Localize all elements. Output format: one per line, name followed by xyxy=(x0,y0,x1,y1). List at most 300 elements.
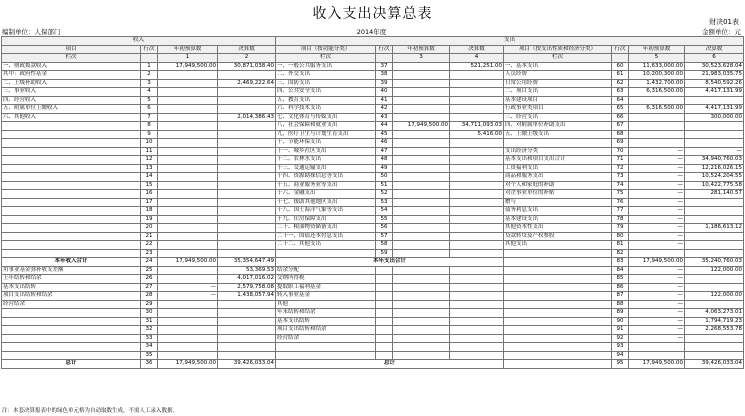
cell-l: 4,417,131.99 xyxy=(685,105,744,114)
cell-g xyxy=(393,249,450,258)
cell-i: 其他资本性支出 xyxy=(504,224,612,233)
cell-d xyxy=(218,241,276,250)
cell-h: 5,416.00 xyxy=(450,130,504,139)
cell-d xyxy=(218,164,276,173)
cell-g xyxy=(393,266,450,275)
col-budget: 年初预算数 xyxy=(158,45,218,54)
cell-h xyxy=(450,105,504,114)
cell-l xyxy=(685,300,744,309)
cell-d xyxy=(218,207,276,216)
cell-b: 16 xyxy=(141,190,158,199)
cell-h xyxy=(450,190,504,199)
col-budget: 年初预算数 xyxy=(393,45,450,54)
cell-k xyxy=(629,113,685,122)
col-index-label: 栏次 xyxy=(276,54,376,63)
cell-e: 本年支出合计 xyxy=(276,258,504,267)
cell-e: 结余分配 xyxy=(276,266,376,275)
cell-e: 交纳所得税 xyxy=(276,275,376,284)
cell-k: — xyxy=(629,198,685,207)
cell-a xyxy=(2,181,141,190)
table-row xyxy=(2,232,744,241)
cell-j: 81 xyxy=(612,241,629,250)
cell-f xyxy=(376,309,393,318)
cell-g xyxy=(393,215,450,224)
cell-c xyxy=(158,343,218,352)
table-row xyxy=(2,275,744,284)
cell-e: 其他 xyxy=(276,300,376,309)
cell-f: 58 xyxy=(376,241,393,250)
expense-section-header: 支出 xyxy=(276,37,744,46)
cell-l: 30,523,628.04 xyxy=(685,62,744,71)
cell-e: 十四、资源勘探信息等支出 xyxy=(276,173,376,182)
cell-i xyxy=(504,343,612,352)
table-row xyxy=(2,164,744,173)
cell-e: 三、国防支出 xyxy=(276,79,376,88)
cell-c: — xyxy=(158,292,218,301)
cell-f xyxy=(376,275,393,284)
col-item: 项目 xyxy=(2,45,141,54)
report-title: 收入支出决算总表 xyxy=(312,6,433,22)
cell-b: 23 xyxy=(141,249,158,258)
cell-b: 26 xyxy=(141,275,158,284)
cell-j: 95 xyxy=(612,360,629,369)
cell-h xyxy=(450,215,504,224)
cell-l: 21,983,035.75 xyxy=(685,71,744,80)
cell-e: 五、教育支出 xyxy=(276,96,376,105)
cell-f: 45 xyxy=(376,130,393,139)
cell-h xyxy=(450,343,504,352)
cell-a xyxy=(2,156,141,165)
cell-g xyxy=(393,224,450,233)
cell-a: 五、附属单位上缴收入 xyxy=(2,105,141,114)
cell-k xyxy=(629,343,685,352)
cell-j: 71 xyxy=(612,156,629,165)
cell-b: 4 xyxy=(141,88,158,97)
cell-i: 基本建设项目 xyxy=(504,96,612,105)
cell-b: 1 xyxy=(141,62,158,71)
cell-a: 三、事业收入 xyxy=(2,88,141,97)
cell-f xyxy=(376,266,393,275)
report-year: 2014年度 xyxy=(356,28,387,36)
table-row xyxy=(2,266,744,275)
cell-g xyxy=(393,283,450,292)
cell-b: 8 xyxy=(141,122,158,131)
cell-f: 57 xyxy=(376,232,393,241)
cell-k: 17,949,500.00 xyxy=(629,258,685,267)
cell-b: 33 xyxy=(141,334,158,343)
cell-l: 39,426,033.04 xyxy=(685,360,744,369)
cell-d xyxy=(218,326,276,335)
cell-d xyxy=(218,105,276,114)
cell-d xyxy=(218,309,276,318)
table-row xyxy=(2,181,744,190)
cell-g xyxy=(393,326,450,335)
cell-k xyxy=(629,351,685,360)
cell-b: 5 xyxy=(141,96,158,105)
cell-j: 91 xyxy=(612,326,629,335)
cell-j: 74 xyxy=(612,181,629,190)
cell-h xyxy=(450,249,504,258)
cell-d: 1,438,057.94 xyxy=(218,292,276,301)
cell-i xyxy=(504,300,612,309)
footnote: 注：本套决算报表中的绿色单元格为自动取数生成，不需人工录入数据。 xyxy=(2,408,179,414)
cell-c xyxy=(158,224,218,233)
cell-i: 工资福利支出 xyxy=(504,164,612,173)
cell-f xyxy=(376,317,393,326)
table-row xyxy=(2,79,744,88)
cell-d: 53,369.53 xyxy=(218,266,276,275)
cell-i: 基本建设支出 xyxy=(504,215,612,224)
cell-j: 67 xyxy=(612,122,629,131)
cell-b: 11 xyxy=(141,147,158,156)
cell-k: 11,633,000.00 xyxy=(629,62,685,71)
cell-a xyxy=(2,343,141,352)
cell-g xyxy=(393,96,450,105)
col-budget: 年初预算数 xyxy=(629,45,685,54)
cell-l xyxy=(685,275,744,284)
cell-i: 一、基本支出 xyxy=(504,62,612,71)
cell-j: 85 xyxy=(612,275,629,284)
cell-c xyxy=(158,266,218,275)
cell-k: — xyxy=(629,326,685,335)
cell-j: 88 xyxy=(612,300,629,309)
cell-c xyxy=(158,241,218,250)
table-row xyxy=(2,215,744,224)
cell-d xyxy=(218,249,276,258)
cell-c xyxy=(158,156,218,165)
cell-f: 53 xyxy=(376,198,393,207)
cell-c xyxy=(158,249,218,258)
cell-a xyxy=(2,164,141,173)
table-row xyxy=(2,360,744,369)
cell-j: 82 xyxy=(612,249,629,258)
cell-g xyxy=(393,309,450,318)
cell-l xyxy=(685,207,744,216)
cell-f: 55 xyxy=(376,215,393,224)
cell-i: 二、项目支出 xyxy=(504,88,612,97)
cell-j: 68 xyxy=(612,130,629,139)
report-info-line xyxy=(2,27,741,36)
cell-h xyxy=(450,79,504,88)
cell-j: 76 xyxy=(612,198,629,207)
cell-e: 项目支出结转和结余 xyxy=(276,326,376,335)
cell-e: 总计 xyxy=(276,360,504,369)
cell-g xyxy=(393,351,450,360)
cell-i: 人员经费 xyxy=(504,71,612,80)
cell-i: 三、经营支出 xyxy=(504,113,612,122)
cell-l: 300,000.00 xyxy=(685,113,744,122)
cell-h xyxy=(450,309,504,318)
cell-g xyxy=(393,317,450,326)
cell-i: 行政事业类项目 xyxy=(504,105,612,114)
cell-a: 六、其他收入 xyxy=(2,113,141,122)
cell-i xyxy=(504,266,612,275)
cell-e: 十一、城乡社区支出 xyxy=(276,147,376,156)
cell-d xyxy=(218,300,276,309)
cell-d: 2,469,222.64 xyxy=(218,79,276,88)
cell-b: 32 xyxy=(141,326,158,335)
cell-l xyxy=(685,215,744,224)
col-final: 决算数 xyxy=(685,45,744,54)
cell-j: 62 xyxy=(612,79,629,88)
cell-d xyxy=(218,71,276,80)
cell-h xyxy=(450,326,504,335)
cell-c: 17,949,500.00 xyxy=(158,360,218,369)
cell-h xyxy=(450,88,504,97)
cell-f: 42 xyxy=(376,105,393,114)
cell-c: 17,949,500.00 xyxy=(158,258,218,267)
cell-k xyxy=(629,249,685,258)
cell-a: 上年结转和结余 xyxy=(2,275,141,284)
cell-c xyxy=(158,181,218,190)
cell-d xyxy=(218,190,276,199)
cell-b: 12 xyxy=(141,156,158,165)
cell-b: 6 xyxy=(141,105,158,114)
cell-h xyxy=(450,113,504,122)
cell-f: 50 xyxy=(376,173,393,182)
cell-a: 其中：政府性基金 xyxy=(2,71,141,80)
col-index: 1 xyxy=(158,54,218,63)
table-row xyxy=(2,96,744,105)
cell-j: 60 xyxy=(612,62,629,71)
cell-c xyxy=(158,164,218,173)
cell-k: — xyxy=(629,309,685,318)
cell-j: 94 xyxy=(612,351,629,360)
col-row-no: 行次 xyxy=(141,45,158,54)
cell-i: 商品和服务支出 xyxy=(504,173,612,182)
cell-f: 52 xyxy=(376,190,393,199)
cell-c xyxy=(158,309,218,318)
cell-c xyxy=(158,88,218,97)
cell-e xyxy=(276,351,376,360)
cell-e: 提取职工福利基金 xyxy=(276,283,376,292)
cell-b: 19 xyxy=(141,215,158,224)
cell-i: 基本支出和项目支出合计 xyxy=(504,156,612,165)
cell-j: 84 xyxy=(612,266,629,275)
table-row xyxy=(2,249,744,258)
col-index: 3 xyxy=(393,54,450,63)
cell-a xyxy=(2,249,141,258)
cell-j: 63 xyxy=(612,88,629,97)
cell-c xyxy=(158,215,218,224)
cell-e: 十九、住房保障支出 xyxy=(276,215,376,224)
cell-f: 37 xyxy=(376,62,393,71)
cell-h xyxy=(450,139,504,148)
cell-h xyxy=(450,351,504,360)
cell-k: — xyxy=(629,283,685,292)
table-row xyxy=(2,62,744,71)
form-code: 财决01表 xyxy=(709,18,739,26)
cell-d: 2,014,386.43 xyxy=(218,113,276,122)
cell-e: 二十、粮油物资储备支出 xyxy=(276,224,376,233)
cell-l xyxy=(685,343,744,352)
cell-g xyxy=(393,190,450,199)
cell-d xyxy=(218,156,276,165)
col-final: 决算数 xyxy=(218,45,276,54)
table-row xyxy=(2,224,744,233)
cell-k: 10,200,300.00 xyxy=(629,71,685,80)
cell-h xyxy=(450,232,504,241)
cell-j: 92 xyxy=(612,334,629,343)
cell-f xyxy=(376,334,393,343)
cell-k: — xyxy=(629,232,685,241)
cell-h: 521,251.00 xyxy=(450,62,504,71)
cell-h xyxy=(450,147,504,156)
cell-d xyxy=(218,198,276,207)
cell-g xyxy=(393,241,450,250)
cell-f: 46 xyxy=(376,139,393,148)
cell-d: 39,426,033.04 xyxy=(218,360,276,369)
cell-i xyxy=(504,334,612,343)
col-row-no: 行次 xyxy=(612,45,629,54)
cell-g: 17,949,500.00 xyxy=(393,122,450,131)
cell-a xyxy=(2,241,141,250)
cell-k: — xyxy=(629,275,685,284)
table-row xyxy=(2,130,744,139)
table-row xyxy=(2,292,744,301)
cell-b: 7 xyxy=(141,113,158,122)
col-item-econ: 项目（按支出性质和经济分类） xyxy=(504,45,612,54)
cell-a: 经营结余 xyxy=(2,300,141,309)
cell-d xyxy=(218,130,276,139)
currency-unit: 金额单位：元 xyxy=(702,28,741,36)
col-final: 决算数 xyxy=(450,45,504,54)
cell-g xyxy=(393,79,450,88)
cell-a xyxy=(2,198,141,207)
cell-c xyxy=(158,173,218,182)
cell-g xyxy=(393,105,450,114)
cell-b: 9 xyxy=(141,130,158,139)
cell-d xyxy=(218,334,276,343)
cell-j: 70 xyxy=(612,147,629,156)
cell-j: 93 xyxy=(612,343,629,352)
table-row xyxy=(2,105,744,114)
cell-j: 79 xyxy=(612,224,629,233)
cell-k: — xyxy=(629,190,685,199)
cell-e: 经营结余 xyxy=(276,334,376,343)
cell-h xyxy=(450,207,504,216)
cell-g xyxy=(393,113,450,122)
table-row xyxy=(2,317,744,326)
cell-a xyxy=(2,130,141,139)
cell-h xyxy=(450,71,504,80)
table-row xyxy=(2,88,744,97)
cell-i xyxy=(504,351,612,360)
cell-c xyxy=(158,275,218,284)
cell-a xyxy=(2,190,141,199)
table-row xyxy=(2,258,744,267)
cell-i xyxy=(504,283,612,292)
cell-f: 39 xyxy=(376,79,393,88)
cell-e: 七、文化体育与传媒支出 xyxy=(276,113,376,122)
cell-g xyxy=(393,275,450,284)
table-row xyxy=(2,283,744,292)
cell-a xyxy=(2,317,141,326)
cell-b: 13 xyxy=(141,164,158,173)
cell-d xyxy=(218,96,276,105)
cell-e: 十七、援助其他地区支出 xyxy=(276,198,376,207)
cell-d xyxy=(218,88,276,97)
cell-i xyxy=(504,360,612,369)
cell-k: — xyxy=(629,300,685,309)
cell-i: 债务利息支出 xyxy=(504,207,612,216)
cell-k: — xyxy=(629,215,685,224)
cell-j: 66 xyxy=(612,113,629,122)
cell-j: 78 xyxy=(612,215,629,224)
cell-h xyxy=(450,164,504,173)
cell-f xyxy=(376,300,393,309)
cell-a xyxy=(2,122,141,131)
cell-d xyxy=(218,232,276,241)
cell-b: 29 xyxy=(141,300,158,309)
cell-e: 一、一般公共服务支出 xyxy=(276,62,376,71)
cell-f: 54 xyxy=(376,207,393,216)
cell-e: 九、医疗卫生与计划生育支出 xyxy=(276,130,376,139)
cell-l: 10,524,204.55 xyxy=(685,173,744,182)
cell-i: 赠与 xyxy=(504,198,612,207)
cell-k: 17,949,500.00 xyxy=(629,360,685,369)
cell-d xyxy=(218,215,276,224)
cell-l xyxy=(685,241,744,250)
cell-c: 17,949,500.00 xyxy=(158,62,218,71)
cell-b: 2 xyxy=(141,71,158,80)
cell-d: 30,871,038.40 xyxy=(218,62,276,71)
cell-c xyxy=(158,139,218,148)
cell-i: 贷款转贷及产权参股 xyxy=(504,232,612,241)
cell-b: 20 xyxy=(141,224,158,233)
cell-i: 日常公用经费 xyxy=(504,79,612,88)
col-index: 5 xyxy=(629,54,685,63)
cell-a xyxy=(2,207,141,216)
cell-k xyxy=(629,96,685,105)
cell-e: 十二、农林水支出 xyxy=(276,156,376,165)
cell-c xyxy=(158,79,218,88)
cell-i xyxy=(504,249,612,258)
cell-a: 用事业基金弥补收支差额 xyxy=(2,266,141,275)
cell-f: 43 xyxy=(376,113,393,122)
cell-k: — xyxy=(629,156,685,165)
cell-h xyxy=(450,241,504,250)
cell-j: 86 xyxy=(612,283,629,292)
cell-h: 34,711,093.03 xyxy=(450,122,504,131)
cell-k: 6,316,500.00 xyxy=(629,105,685,114)
cell-c xyxy=(158,198,218,207)
cell-g xyxy=(393,292,450,301)
cell-a xyxy=(2,334,141,343)
table-row xyxy=(2,351,744,360)
cell-b: 21 xyxy=(141,232,158,241)
table-row xyxy=(2,147,744,156)
cell-l xyxy=(685,130,744,139)
cell-f: 49 xyxy=(376,164,393,173)
cell-l: 122,000.00 xyxy=(685,292,744,301)
cell-f xyxy=(376,283,393,292)
col-index: 6 xyxy=(685,54,744,63)
cell-b: 28 xyxy=(141,292,158,301)
cell-b: 3 xyxy=(141,79,158,88)
cell-c xyxy=(158,207,218,216)
cell-i xyxy=(504,139,612,148)
cell-h xyxy=(450,181,504,190)
cell-g xyxy=(393,207,450,216)
cell-b: 34 xyxy=(141,343,158,352)
cell-e xyxy=(276,249,376,258)
cell-i: 支出经济分类 xyxy=(504,147,612,156)
cell-c xyxy=(158,334,218,343)
cell-l xyxy=(685,232,744,241)
cell-d: 2,579,758.08 xyxy=(218,283,276,292)
cell-h xyxy=(450,266,504,275)
